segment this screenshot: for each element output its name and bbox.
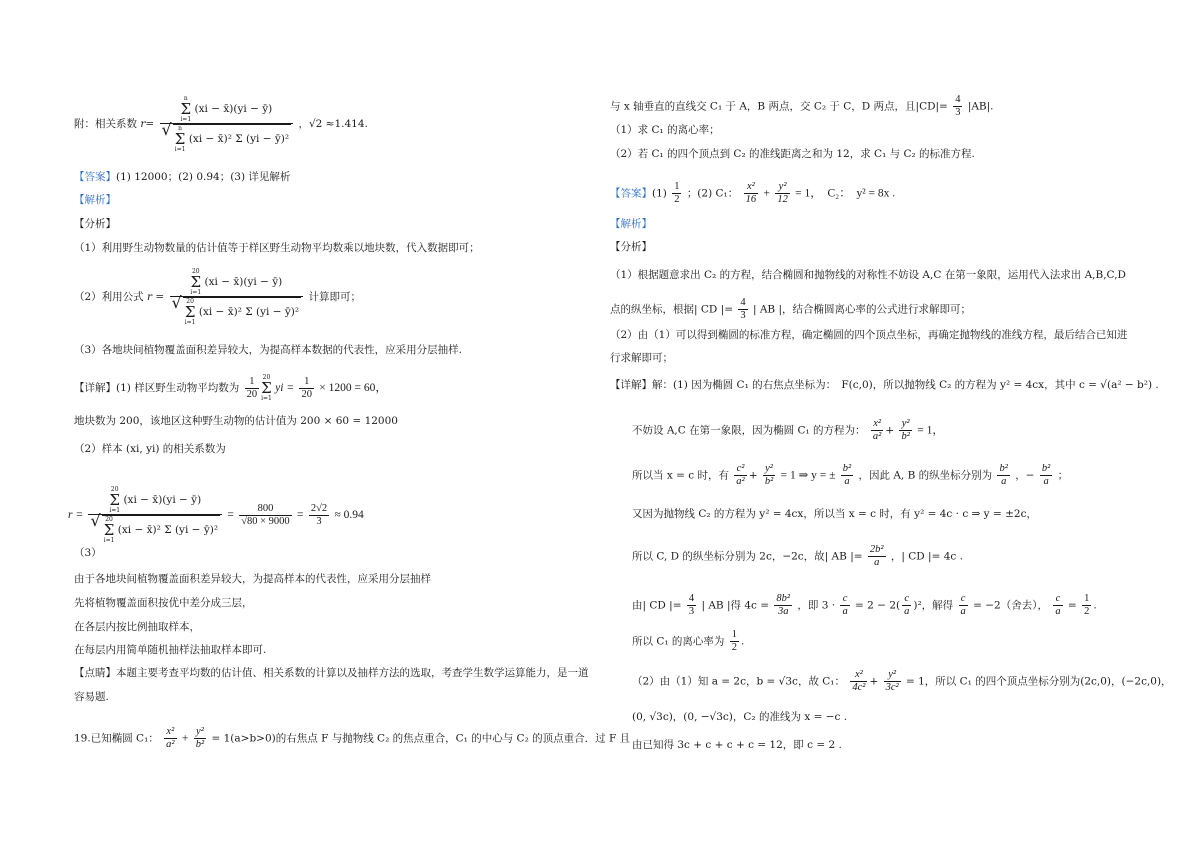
fenxi-line-2: （2）利用公式 r = 20 Σ i=1 (xi − x̄)(yi − ȳ) √ 20 Σ i=1 (xi − x̄)² Σ (yi − ȳ)² 计算即可； (74, 268, 361, 326)
fenxi-line-1: （1）根据题意求出 C₂ 的方程，结合椭圆和抛物线的对称性不妨设 A,C 在第一象限，运用代入法求出 A,B,C,D (610, 269, 1126, 281)
part3-line-4: 在每层内用简单随机抽样法抽取样本即可. (74, 644, 267, 656)
detail-line-3: 所以当 x = c 时，有 $\frac{\text{c²}}{\text{a²}}$ + $\frac{\text{y²}}{\text{b²}}$ = 1 ⇒ y = ± $\frac{\text{b²}}{a}$ ，因此 A, B 的纵坐标分别为 $\frac{\text{b²}}{a}$ ，− $\frac{\text{b²}}{a}$ ； (632, 463, 1069, 487)
correlation-equation: r = 20 Σ i=1 (xi − x̄)(yi − ȳ) √ 20 Σ i=1 (xi − x̄)² Σ (yi − ȳ)² = $\frac{800}{√80 \times 9000}$ = $\frac{2√2}{3}$ ≈ 0.94 (68, 486, 364, 544)
part3-line-1: 由于各地块间植物覆盖面积差异较大，为提高样本的代表性，应采用分层抽样 (74, 573, 431, 585)
detail-line-1: 【详解】(1) 样区野生动物平均数为 $\frac{1}{20}$ 20 Σ i=1 yi = $\frac{1}{20}$ × 1200 = 60， (74, 374, 387, 402)
detail-line-10: 由已知得 3c + c + c + c = 12，即 c = 2 . (632, 739, 842, 751)
answer-tag: 【答案】 (610, 187, 652, 200)
dianjing-tag: 【点睛】 (74, 667, 116, 679)
dianjing-line-2: 容易题. (74, 691, 109, 703)
detail-line-1: 【详解】解：(1) 因为椭圆 C₁ 的右焦点坐标为： F(c,0)，所以抛物线 C₂ 的方程为 y² = 4cx，其中 c = √(a² − b²) . (610, 379, 1159, 391)
dianjing-line-1: 【点睛】本题主要考查平均数的估计值、相关系数的计算以及抽样方法的选取，考查学生数学运算能力，是一道 (74, 667, 589, 679)
answer-line: 【答案】(1) $\frac{1}{2}$ ；(2) C₁： $\frac{\text{x²}}{16}$ + $\frac{\text{y²}}{12}$ = 1， C₂： y² = 8x . (610, 181, 896, 205)
detail-line-3: （2）样本 (xi, yi) 的相关系数为 (74, 443, 226, 455)
detail-tag: 【详解】 (610, 379, 652, 391)
part3-line-3: 在各层内按比例抽取样本， (74, 621, 200, 633)
detail-line-7: 所以 C₁ 的离心率为 $\frac{1}{2}$ . (632, 629, 745, 653)
detail-tag: 【详解】 (74, 382, 116, 394)
q19-part-2: （2）若 C₁ 的四个顶点到 C₂ 的准线距离之和为 12，求 C₁ 与 C₂ 的标准方程. (610, 148, 975, 160)
fenxi-line-3: （3）各地块间植物覆盖面积差异较大，为提高样本数据的代表性，应采用分层抽样. (74, 344, 463, 356)
question-19-line: 19.已知椭圆 C₁： $\frac{\text{x²}}{\text{a²}}$ + $\frac{\text{y²}}{\text{b²}}$ = 1(a>b>0)的右焦点 F 与抛物线 C₂ 的焦点重合，C₁ 的中心与 C₂ 的顶点重合．过 F 且 (74, 726, 631, 750)
fenxi-line-2: 点的纵坐标，根据| CD |= $\frac{4}{3}$ | AB |，结合椭圆离心率的公式进行求解即可； (610, 297, 972, 321)
detail-line-8: （2）由（1）知 a = 2c，b = √3c，故 C₁： $\frac{\text{x²}}{\text{4c²}}$ + $\frac{\text{y²}}{\text{3c²}}$ = 1，所以 C₁ 的四个顶点坐标分别为(2c,0)，(−2c,0)， (632, 669, 1172, 693)
part3-label: （3） (74, 547, 102, 559)
part3-line-2: 先将植物覆盖面积按优中差分成三层， (74, 597, 253, 609)
fenxi-tag: 【分析】 (610, 241, 652, 253)
detail-line-9: (0, √3c)，(0, −√3c)，C₂ 的准线为 x = −c . (632, 711, 848, 723)
answer-line: 【答案】(1) 12000；(2) 0.94；(3) 详见解析 (74, 171, 291, 183)
appendix-formula-line: 附：相关系数 r= n Σ i=1 (xi − x̄)(yi − ȳ) √ n Σ i=1 (xi − x̄)² Σ (yi − ȳ)² ，√2 ≈1.414. (74, 95, 368, 153)
detail-line-5: 所以 C, D 的纵坐标分别为 2c，−2c，故| AB |= $\frac{\text{2b²}}{a}$ ，| CD |= 4c . (632, 544, 963, 568)
appendix-r-fraction: n Σ i=1 (xi − x̄)(yi − ȳ) √ n Σ i=1 (xi − x̄)² Σ (yi − ȳ)² (160, 95, 294, 153)
q19-line-2: 与 x 轴垂直的直线交 C₁ 于 A，B 两点，交 C₂ 于 C，D 两点，且|CD|= $\frac{4}{3}$ |AB|. (610, 94, 994, 118)
detail-line-6: 由| CD |= $\frac{4}{3}$ | AB |得 4c = $\frac{\text{8b²}}{3a}$ ，即 3 · $\frac{c}{a}$ = 2 − 2( $\frac{c}{a}$ )²，解得 $\frac{c}{a}$ = −2（舍去）， $\frac{c}{a}$ = $\frac{1}{2}$ . (632, 593, 1097, 617)
analysis-tag: 【解析】 (610, 218, 652, 230)
fenxi-line-1: （1）利用野生动物数量的估计值等于样区野生动物平均数乘以地块数，代入数据即可； (74, 242, 480, 254)
analysis-tag: 【解析】 (74, 194, 116, 206)
fenxi-line-4: 行求解即可； (610, 352, 673, 364)
detail-line-4: 又因为抛物线 C₂ 的方程为 y² = 4cx，所以当 x = c 时，有 y² = 4c · c ⇒ y = ±2c， (632, 508, 1037, 520)
answer-tag: 【答案】 (74, 171, 116, 183)
fenxi-r-fraction: 20 Σ i=1 (xi − x̄)(yi − ȳ) √ 20 Σ i=1 (xi − x̄)² Σ (yi − ȳ)² (170, 268, 304, 326)
q19-part-1: （1）求 C₁ 的离心率； (610, 124, 720, 136)
detail-line-2: 不妨设 A,C 在第一象限，因为椭圆 C₁ 的方程为： $\frac{\text{x²}}{\text{a²}}$ + $\frac{\text{y²}}{\text{b²}}$ = 1， (632, 418, 944, 442)
fenxi-tag: 【分析】 (74, 218, 116, 230)
detail-line-2: 地块数为 200，该地区这种野生动物的估计值为 200 × 60 = 12000 (74, 415, 398, 427)
fenxi-line-3: （2）由（1）可以得到椭圆的标准方程，确定椭圆的四个顶点坐标，再确定抛物线的准线方程，最后结合已知进 (610, 329, 1128, 341)
